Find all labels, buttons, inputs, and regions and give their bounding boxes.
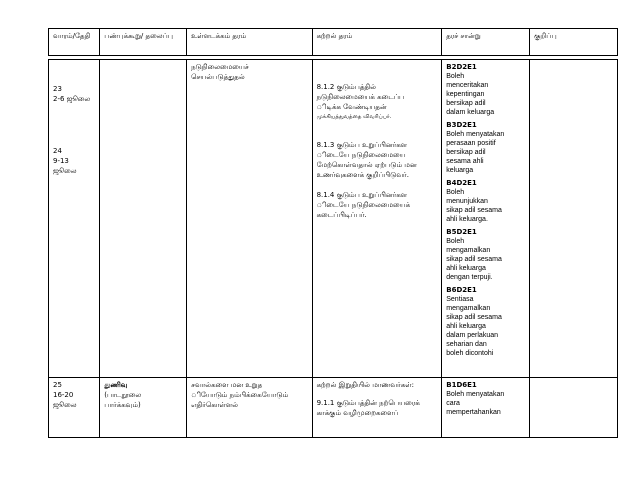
evidence-text: ahli keluarga (446, 265, 486, 272)
content-text: சவால்களை மன உறுத (191, 381, 263, 389)
value-title: துணிவு (104, 381, 128, 389)
evidence-text: bersikap adil (446, 149, 486, 156)
evidence-text: keluarga (446, 167, 474, 174)
evidence-text: Boleh (446, 189, 465, 196)
evidence-text: menunjukkan (446, 198, 488, 205)
content-standard-cell (187, 378, 313, 438)
learning-standard-text: கடைப்பிடிப்பர். (316, 211, 367, 219)
value-topic-cell (100, 378, 187, 438)
evidence-code: B1D6E1 (446, 381, 477, 389)
learning-standard-text: 9.1.1 குடும்பத்தின் நற்பெயரைக் (316, 399, 420, 407)
evidence-text: menceritakan (446, 82, 489, 89)
header-content-standard: உள்ளடக்கம் தரம் (187, 29, 313, 56)
evidence-block (446, 120, 525, 175)
header-notes: குறிப்பு (530, 29, 618, 56)
evidence-text: sikap adil sesama (446, 256, 502, 263)
evidence-text: mengamalkan (446, 247, 491, 254)
evidence-text: sikap adil sesama (446, 314, 502, 321)
notes-cell (530, 378, 618, 438)
learning-standard-text: முக்கியத்துவத்தை விவரிப்பர். (316, 114, 392, 120)
evidence-cell (442, 378, 530, 438)
date-range: 16-20 (53, 391, 74, 399)
week-date-cell (49, 60, 100, 378)
value-note: (பாடநூலை (104, 391, 142, 399)
evidence-text: perasaan positif (446, 140, 496, 147)
month: ஜூலை (53, 401, 77, 409)
evidence-text: sikap adil sesama (446, 207, 502, 214)
evidence-code: B5D2E1 (446, 228, 477, 236)
header-value-topic: பண்புக்கூறு/ தலைப்பு (100, 29, 187, 56)
evidence-text: boleh dicontohi (446, 350, 494, 357)
learning-standard-text: காக்கும் வழிமுறைகளைப் (316, 409, 399, 417)
body-table (48, 59, 618, 438)
evidence-text: cara (446, 400, 460, 407)
evidence-text: bersikap adil (446, 100, 486, 107)
learning-standard-text: உணர்வுகளைக் குறிப்பிடுவர். (316, 171, 409, 179)
evidence-code: B6D2E1 (446, 286, 477, 294)
notes-cell (530, 60, 618, 378)
week-number: 25 (53, 381, 62, 389)
evidence-text: Boleh menyatakan (446, 131, 505, 138)
evidence-block (446, 227, 525, 282)
evidence-text: Boleh menyatakan (446, 391, 505, 398)
evidence-text: ahli keluarga. (446, 216, 488, 223)
evidence-text: Sentiasa (446, 296, 474, 303)
evidence-code: B3D2E1 (446, 121, 477, 129)
evidence-text: Boleh (446, 238, 465, 245)
evidence-block (446, 380, 525, 417)
learning-standard-text: 8.1.3 குடும்ப உறுப்பினர்கள (316, 141, 408, 149)
date-range: 9-13 (53, 157, 69, 165)
table-row (49, 60, 618, 378)
learning-standard-text: 8.1.4 குடும்ப உறுப்பினர்கள (316, 191, 408, 199)
week-number: 23 (53, 85, 62, 93)
week-number: 24 (53, 147, 62, 155)
learning-standard-text: ிடிக்க வேண்டியதன் (316, 103, 387, 111)
table-row (49, 378, 618, 438)
learning-standard-text: 8.1.2 குடும்பத்தில் (316, 83, 376, 91)
content-standard-cell (187, 60, 313, 378)
learning-standard-text: கற்றல் இறுதியில் மாணவர்கள்: (316, 381, 414, 389)
evidence-text: mempertahankan (446, 409, 501, 416)
evidence-text: Boleh (446, 73, 465, 80)
evidence-text: dengan terpuji. (446, 274, 493, 281)
learning-standard-text: நடுநிலைமையைக் கடைப்ப (316, 93, 405, 101)
header-evidence: தரச் சான்று (442, 29, 530, 56)
learning-standard-cell (312, 60, 442, 378)
evidence-code: B4D2E1 (446, 179, 477, 187)
header-learning-standard: கற்றல் தரம் (312, 29, 442, 56)
evidence-text: kepentingan (446, 91, 485, 98)
learning-standard-text: ிடையே நடுநிலைமையை (316, 151, 406, 159)
evidence-text: sesama ahli (446, 158, 484, 165)
evidence-code: B2D2E1 (446, 63, 477, 71)
header-row (49, 29, 618, 56)
learning-standard-cell (312, 378, 442, 438)
learning-standard-text: மேற்கொள்வதால் ஏற்படும் மன (316, 161, 417, 169)
evidence-text: dalam keluarga (446, 109, 495, 116)
evidence-cell (442, 60, 530, 378)
content-text: செயல்படுத்துதல் (191, 73, 245, 81)
learning-standard-text: ிடையே நடுநிலைமையைக் (316, 201, 411, 209)
evidence-text: seharian dan (446, 341, 487, 348)
evidence-block (446, 285, 525, 358)
header-table (48, 28, 618, 56)
date-range: 2-6 ஜூலை (53, 95, 91, 103)
content-text: எதிர்கொள்ளல் (191, 401, 238, 409)
evidence-block (446, 62, 525, 117)
content-text: ியோடும் நம்பிக்கையோடும் (191, 391, 289, 399)
week-date-cell (49, 378, 100, 438)
evidence-text: ahli keluarga (446, 323, 486, 330)
month: ஜூலை (53, 167, 77, 175)
evidence-text: mengamalkan (446, 305, 491, 312)
content-text: நடுநிலைமையைச் (191, 63, 249, 71)
value-note: பார்க்கவும்) (104, 401, 141, 409)
value-topic-cell (100, 60, 187, 378)
evidence-text: dalam perlakuan (446, 332, 499, 339)
evidence-block (446, 178, 525, 224)
header-week-date: வாரம்/தேதி (49, 29, 100, 56)
